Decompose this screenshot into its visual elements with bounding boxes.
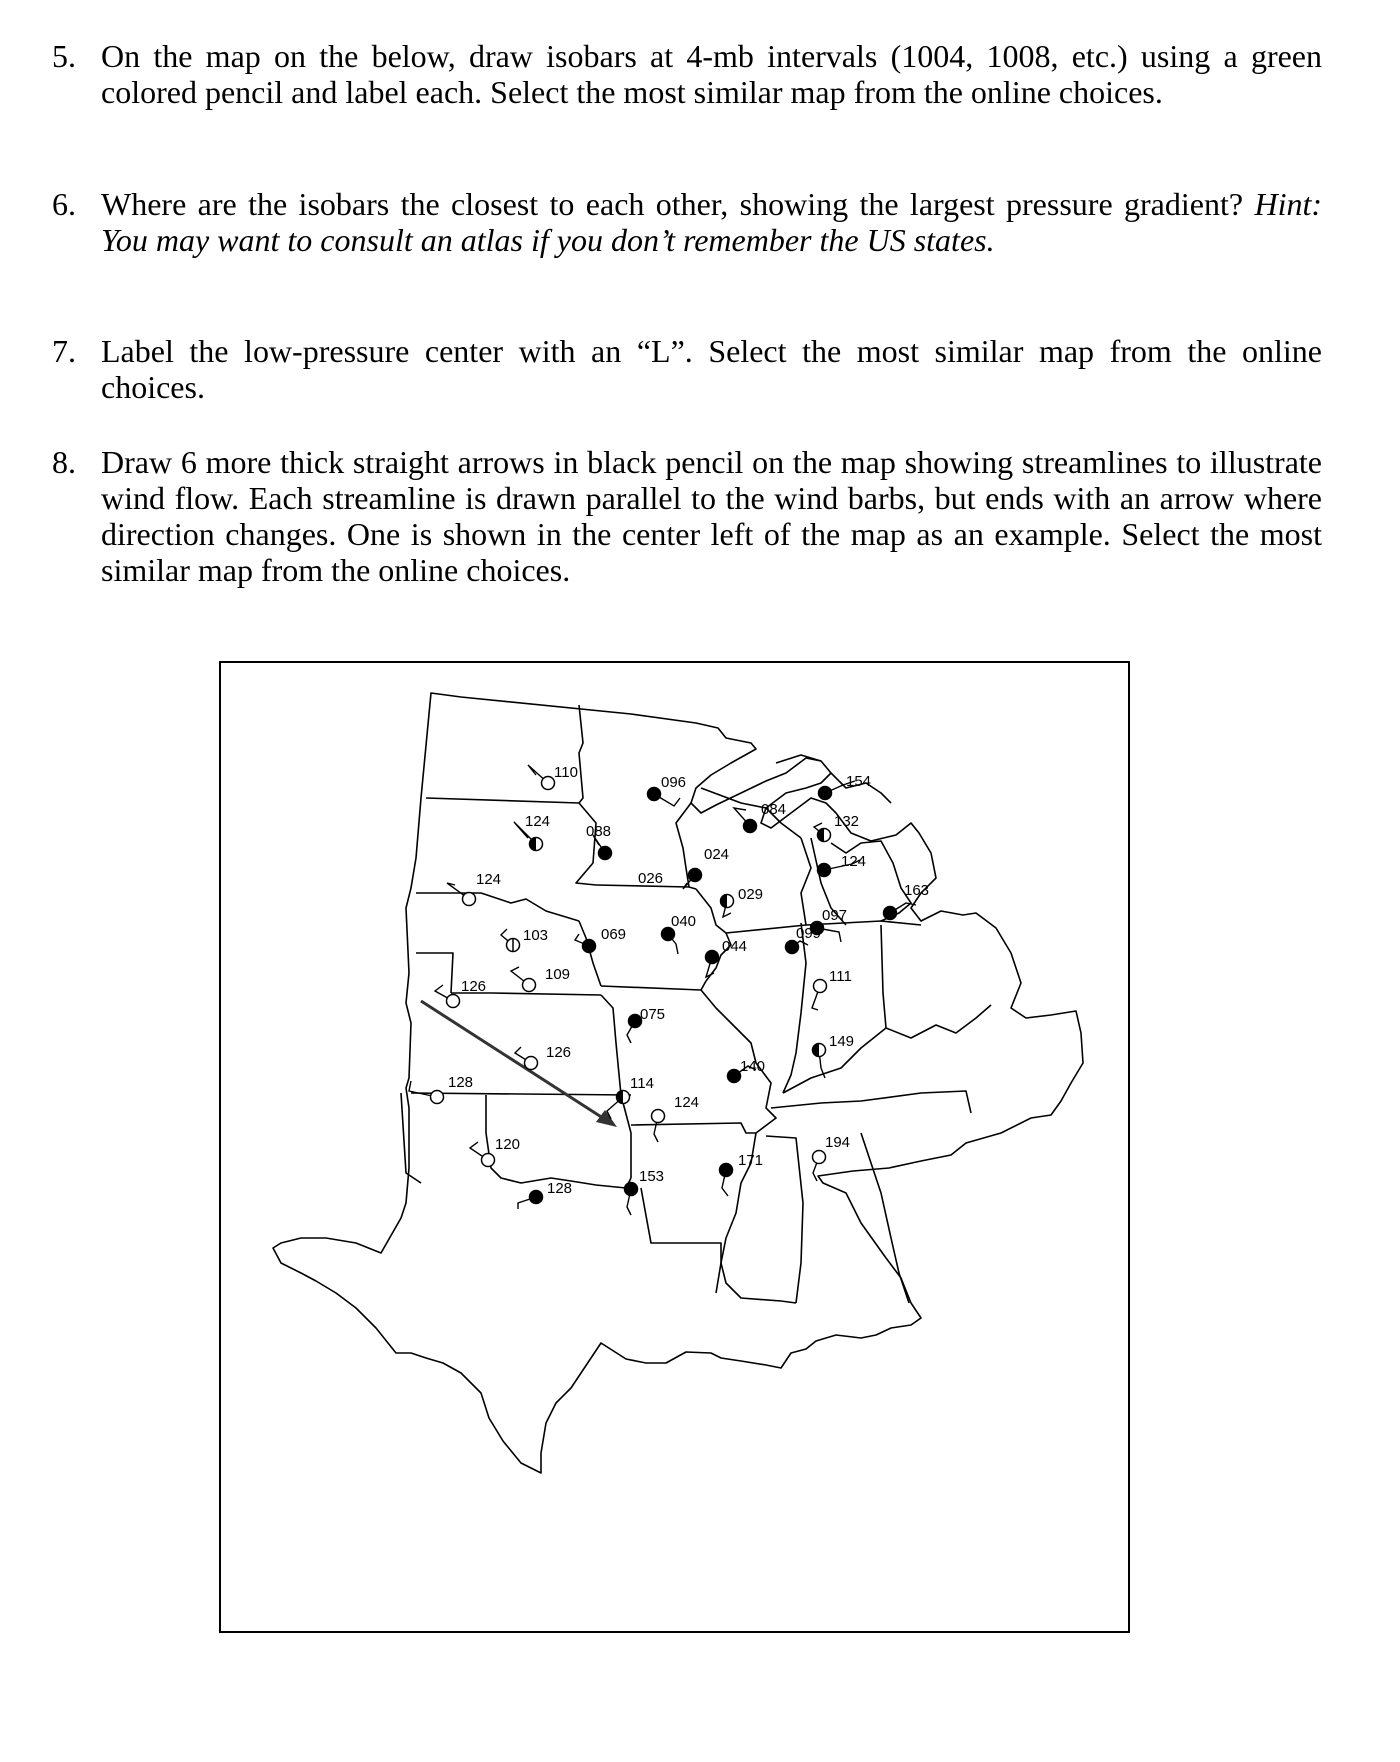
station-plot: [786, 925, 822, 954]
station-plot: [652, 1094, 700, 1142]
pressure-label: 124: [525, 813, 551, 830]
border-mo-ar: [631, 1123, 756, 1133]
question-text: On the map on the below, draw isobars at 4-mb intervals (1004, 1008, etc.) using a green colored pencil and label each. Select the most similar map from the online choices.: [101, 38, 1322, 110]
region-outline: [273, 693, 1083, 1473]
pressure-label: 154: [846, 773, 872, 790]
station-plot: [728, 1058, 766, 1083]
pressure-label: 075: [640, 1006, 666, 1023]
hint-text: You may want to consult an atlas if you don’t remember the US states.: [101, 222, 995, 258]
border-nd-sd: [426, 798, 579, 803]
sky-cover-circle: [720, 1164, 733, 1177]
border-ks-mo: [601, 995, 621, 1095]
border-ia-mo: [601, 981, 706, 990]
pressure-label: 126: [461, 978, 487, 995]
pressure-label: 140: [740, 1058, 766, 1075]
sky-cover-circle: [884, 907, 897, 920]
question-number: 6.: [52, 186, 76, 222]
border-wi-il: [726, 925, 806, 933]
border-oh-ky: [886, 1005, 991, 1038]
station-plot: [518, 1180, 572, 1209]
station-plot: [470, 1136, 520, 1167]
pressure-label: 084: [761, 801, 787, 818]
pressure-label: 153: [639, 1168, 665, 1185]
sky-cover-circle: [728, 1070, 741, 1083]
michigan-upper: [776, 755, 891, 803]
border-in-oh: [881, 925, 886, 1028]
pressure-label: 149: [829, 1033, 855, 1050]
pressure-label: 099: [796, 925, 822, 942]
pressure-label: 171: [738, 1152, 764, 1169]
station-plot: [818, 853, 867, 877]
border-ks-ok: [411, 1093, 631, 1095]
ok-tx-redriver: [401, 1093, 421, 1183]
sky-cover-circle: [447, 995, 460, 1008]
pressure-label: 088: [586, 823, 612, 840]
pressure-label: 096: [661, 774, 687, 791]
pressure-label: 103: [523, 927, 549, 944]
station-plot: [814, 813, 859, 842]
station-plot: [501, 927, 548, 952]
pressure-label: 128: [448, 1074, 474, 1091]
border-ok-ar: [621, 1095, 631, 1178]
border-sd-ne: [416, 893, 579, 921]
question-8: [52, 444, 1322, 588]
sky-cover-circle: [744, 820, 757, 833]
sky-cover-circle: [689, 869, 702, 882]
question-text: [101, 186, 1322, 258]
hint-label: Hint:: [1254, 186, 1323, 222]
sky-cover-circle: [786, 941, 799, 954]
station-plot: [683, 846, 729, 889]
pressure-label: 126: [546, 1044, 572, 1061]
question-6: [52, 186, 1322, 258]
pressure-label: 132: [834, 813, 860, 830]
weather-map-drawing: [221, 663, 1132, 1635]
pressure-label: 114: [630, 1075, 654, 1092]
station-plot: [409, 1074, 473, 1104]
station-plot: [721, 886, 764, 917]
station-plot: [586, 823, 612, 860]
station-plot: [627, 1006, 665, 1043]
sky-cover-circle: [819, 787, 832, 800]
question-text: Label the low-pressure center with an “L”. Select the most similar map from the online choices.: [101, 333, 1322, 405]
border-nd-mn: [576, 705, 596, 885]
station-plot: [706, 938, 748, 977]
border-ne-ia: [579, 921, 601, 986]
state-borders: [273, 693, 1083, 1473]
question-number: 5.: [52, 38, 76, 74]
pressure-label: 128: [547, 1180, 573, 1197]
pressure-label: 120: [495, 1136, 521, 1153]
border-ar-la: [641, 1188, 721, 1263]
station-plot: [648, 774, 687, 806]
sky-cover-circle: [813, 1151, 826, 1164]
station-plot: [511, 966, 570, 992]
station-plot: [528, 764, 578, 790]
sky-cover-circle: [652, 1110, 665, 1123]
pressure-label: 124: [841, 853, 867, 870]
station-plot: [447, 871, 501, 906]
sky-cover-circle: [482, 1154, 495, 1167]
sky-cover-circle: [431, 1091, 444, 1104]
station-plot: [812, 968, 852, 1010]
question-text: Draw 6 more thick straight arrows in black pencil on the map showing streamlines to illustrate wind flow. Each streamline is drawn parallel to the wind barbs, but ends with an arrow where direction changes. One is shown in the center left of the map as an example. Select the most similar map from the online choices.: [101, 444, 1322, 588]
pressure-label: 040: [671, 913, 697, 930]
station-plot: [514, 813, 550, 851]
pressure-label: 097: [822, 907, 848, 924]
border-la-ms-coast: [721, 1263, 796, 1303]
border-tn-ky: [771, 1091, 971, 1113]
station-plot: [662, 913, 697, 954]
sky-cover-circle: [523, 979, 536, 992]
station-plot: [720, 1152, 764, 1196]
pressure-label: 029: [738, 886, 764, 903]
question-5: [52, 38, 1322, 110]
sky-cover-circle: [818, 864, 831, 877]
sky-cover-circle: [525, 1057, 538, 1070]
question-7: [52, 333, 1322, 405]
station-plot: [638, 870, 663, 887]
sky-cover-circle: [706, 951, 719, 964]
station-plot: [884, 882, 930, 920]
sky-cover-circle: [530, 1191, 543, 1204]
pressure-label: 124: [476, 871, 502, 888]
sky-cover-circle: [583, 940, 596, 953]
pressure-label: 044: [722, 938, 748, 955]
pressure-label: 163: [904, 882, 930, 899]
border-al-ga: [861, 1133, 909, 1303]
station-plot: [435, 978, 486, 1008]
pressure-label: 109: [545, 966, 571, 983]
pressure-label: 110: [554, 764, 578, 781]
question-text-main: Where are the isobars the closest to each other, showing the largest pressure gradient?: [101, 186, 1244, 222]
station-plot: [607, 1075, 654, 1119]
sky-cover-circle: [625, 1183, 638, 1196]
pressure-label: 069: [601, 926, 627, 943]
sky-cover-circle: [648, 788, 661, 801]
pressure-label: 194: [825, 1134, 851, 1151]
weather-map: [219, 661, 1130, 1633]
station-plot: [734, 801, 786, 833]
border-ms-al: [766, 1136, 803, 1303]
pressure-label: 026: [638, 870, 664, 887]
sky-cover-circle: [599, 847, 612, 860]
sky-cover-circle: [542, 777, 555, 790]
question-number: 7.: [52, 333, 76, 369]
pressure-label: 111: [829, 968, 852, 985]
sky-cover-circle: [814, 980, 827, 993]
question-number: 8.: [52, 444, 76, 480]
sky-cover-circle: [463, 893, 476, 906]
pressure-label: 124: [674, 1094, 700, 1111]
example-streamline: [421, 1001, 617, 1127]
pressure-label: 024: [704, 846, 730, 863]
border-co-ne: [416, 953, 453, 993]
